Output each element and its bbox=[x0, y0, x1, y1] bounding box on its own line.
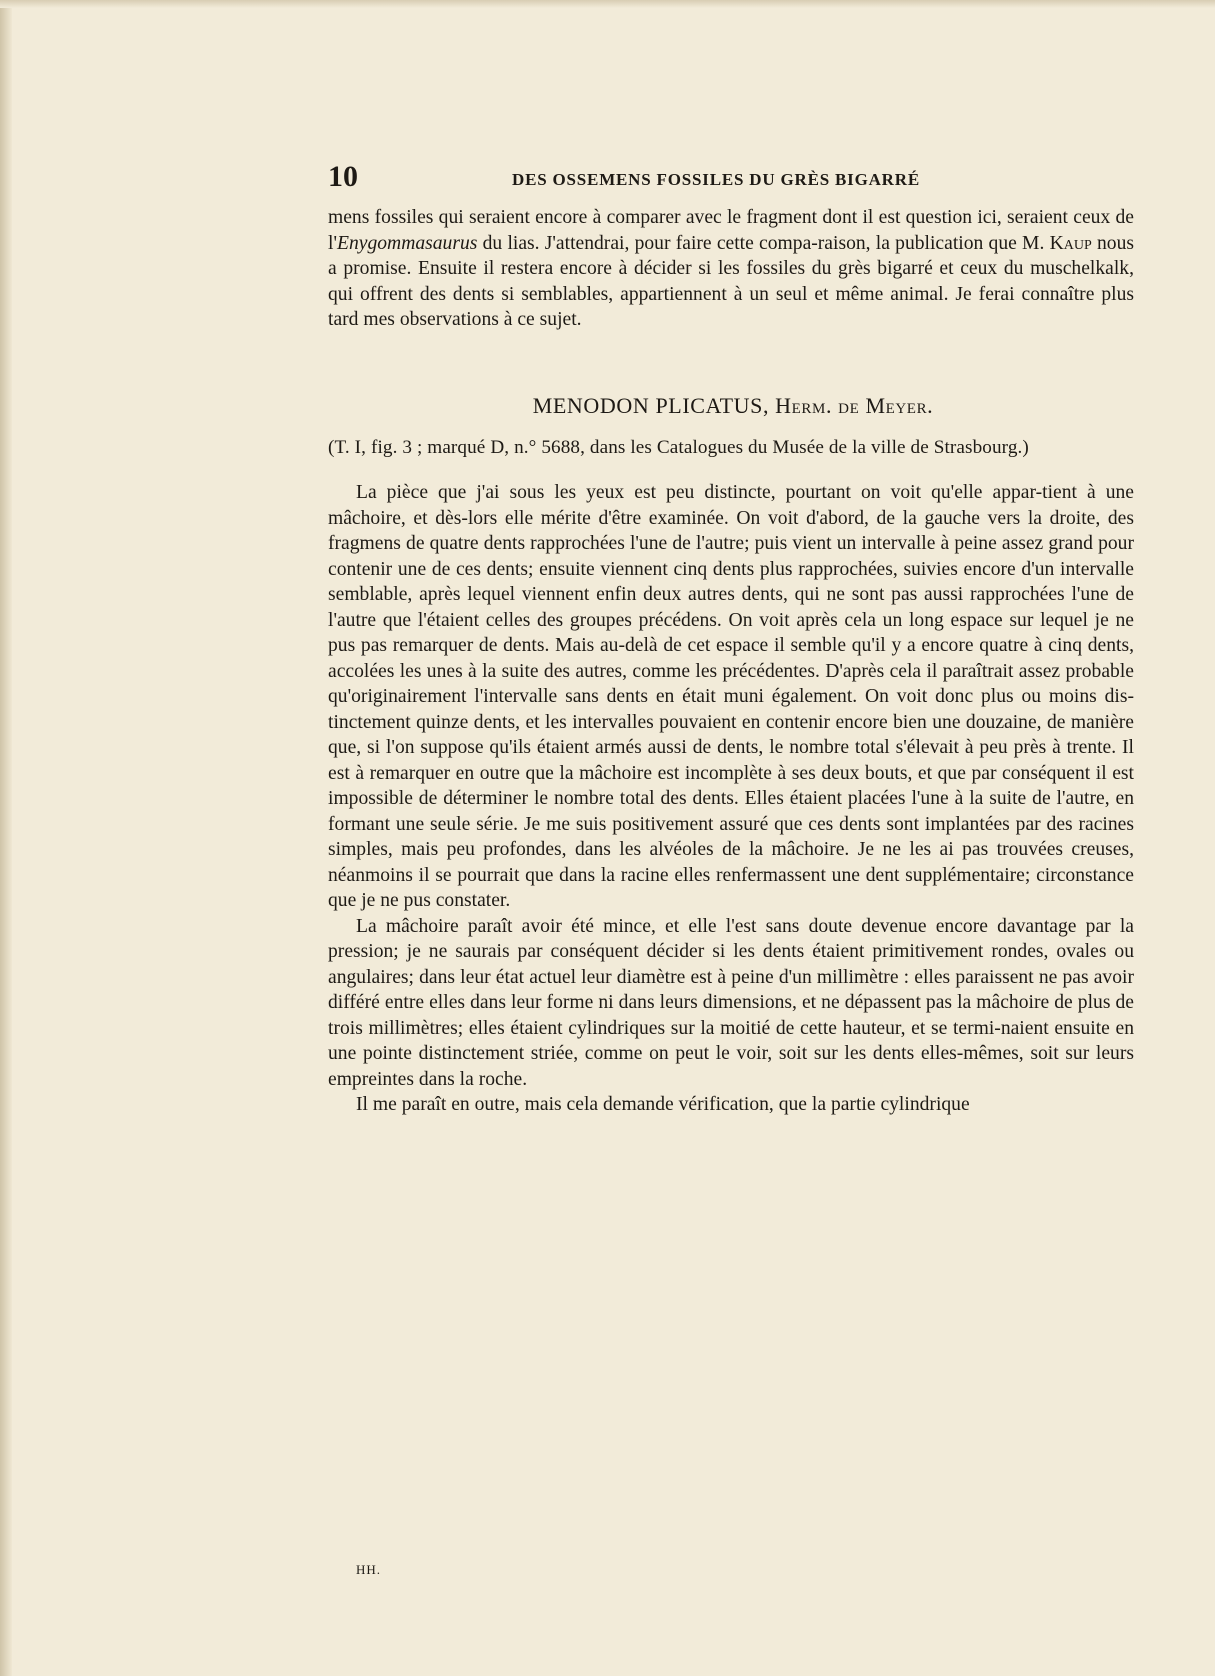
page-number: 10 bbox=[328, 160, 358, 193]
signature-mark: HH. bbox=[356, 1562, 382, 1577]
page-header bbox=[328, 162, 1134, 192]
section-heading: MENODON PLICATUS, Herm. de Meyer. bbox=[532, 393, 934, 418]
author-kaup: Kaup bbox=[1049, 232, 1092, 254]
intro-text-3: nous a promise. Ensuite il restera encore à décider si les fossiles du grès bigarré et ceux du muschelkalk, qui offrent des dents si semblables, appartiennent à un seul et même animal. Je ferai connaître plus tard mes observations à ce sujet. bbox=[328, 232, 1135, 330]
intro-paragraph bbox=[328, 205, 1134, 333]
intro-text-1: mens fossiles qui seraient encore à comparer avec le fragment dont il est question ici, seraient ceux de l' bbox=[328, 207, 1134, 254]
paragraph-3: Il me paraît en outre, mais cela demande vérification, que la partie cylindrique bbox=[356, 1094, 970, 1115]
intro-text-2: du lias. J'attendrai, pour faire cette compa-raison, la publication que M. bbox=[477, 232, 1050, 254]
paragraph-1: La pièce que j'ai sous les yeux est peu distincte, pourtant on voit qu'elle appar-tient à une mâchoire, et dès-lors elle mérite d'être examinée. On voit d'abord, de la gauche vers la droite, des fragmens de quatre dents rapprochées l'une de l'autre; puis vient un intervalle à peine assez grand pour contenir une de ces dents; ensuite viennent cinq dents plus rapprochées, suivies encore d'un intervalle semblable, après lequel viennent enfin deux autres dents, qui ne sont pas aussi rapprochées l'une de l'autre que l'étaient celles des groupes précédens. On voit après cela un long espace sur lequel je ne pus pas remarquer de dents. Mais au-delà de cet espace il semble qu'il y a encore quatre à cinq dents, accolées les unes à la suite des autres, comme les précédentes. D'après cela il paraîtrait assez probable qu'originairement l'intervalle sans dents en était muni également. On voit donc plus ou moins dis-tinctement quinze dents, et les intervalles pouvaient en contenir encore bien une douzaine, de manière que, si l'on suppose qu'ils étaient armés aussi de dents, le nombre total s'élevait à peu près à trente. Il est à remarquer en outre que la mâchoire est incomplète à ses deux bouts, et que par conséquent il est impossible de déterminer le nombre total des dents. Elles étaient placées l'une à la suite de l'autre, en formant une seule série. Je me suis positivement assuré que ces dents sont implantées par des racines simples, mais peu profondes, dans les alvéoles de la mâchoire. Je ne les ai pas trouvées creuses, néanmoins il se pourrait que dans la racine elles renfermassent une dent supplémentaire; circonstance que je ne pus constater. bbox=[328, 482, 1134, 911]
page-edge-left bbox=[0, 0, 12, 1676]
genus-name: Enygommasaurus bbox=[336, 232, 478, 254]
section-title: MENODON PLICATUS bbox=[532, 393, 763, 418]
page-edge-top bbox=[0, 0, 1215, 8]
body-text bbox=[328, 480, 1134, 1118]
section-author: Herm. de Meyer. bbox=[775, 393, 934, 418]
plate-reference: (T. I, fig. 3 ; marqué D, n.° 5688, dans les Catalogues du Musée de la ville de Strasbourg.) bbox=[328, 437, 1029, 458]
paragraph-2: La mâchoire paraît avoir été mince, et elle l'est sans doute devenue encore davantage par la pression; je ne saurais par conséquent décider si les dents étaient primitivement rondes, ovales ou angulaires; dans leur état actuel leur diamètre est à peine d'un millimètre : elles paraissent ne pas avoir différé entre elles dans leur forme ni dans leurs dimensions, et ne dépassent pas la mâchoire de plus de trois millimètres; elles étaient cylindriques sur la moitié de cette hauteur, et se termi-naient ensuite en une pointe distinctement striée, comme on peut le voir, soit sur les dents elles-mêmes, soit sur leurs empreintes dans la roche. bbox=[328, 915, 1134, 1090]
running-head: DES OSSEMENS FOSSILES DU GRÈS BIGARRÉ bbox=[512, 170, 920, 189]
